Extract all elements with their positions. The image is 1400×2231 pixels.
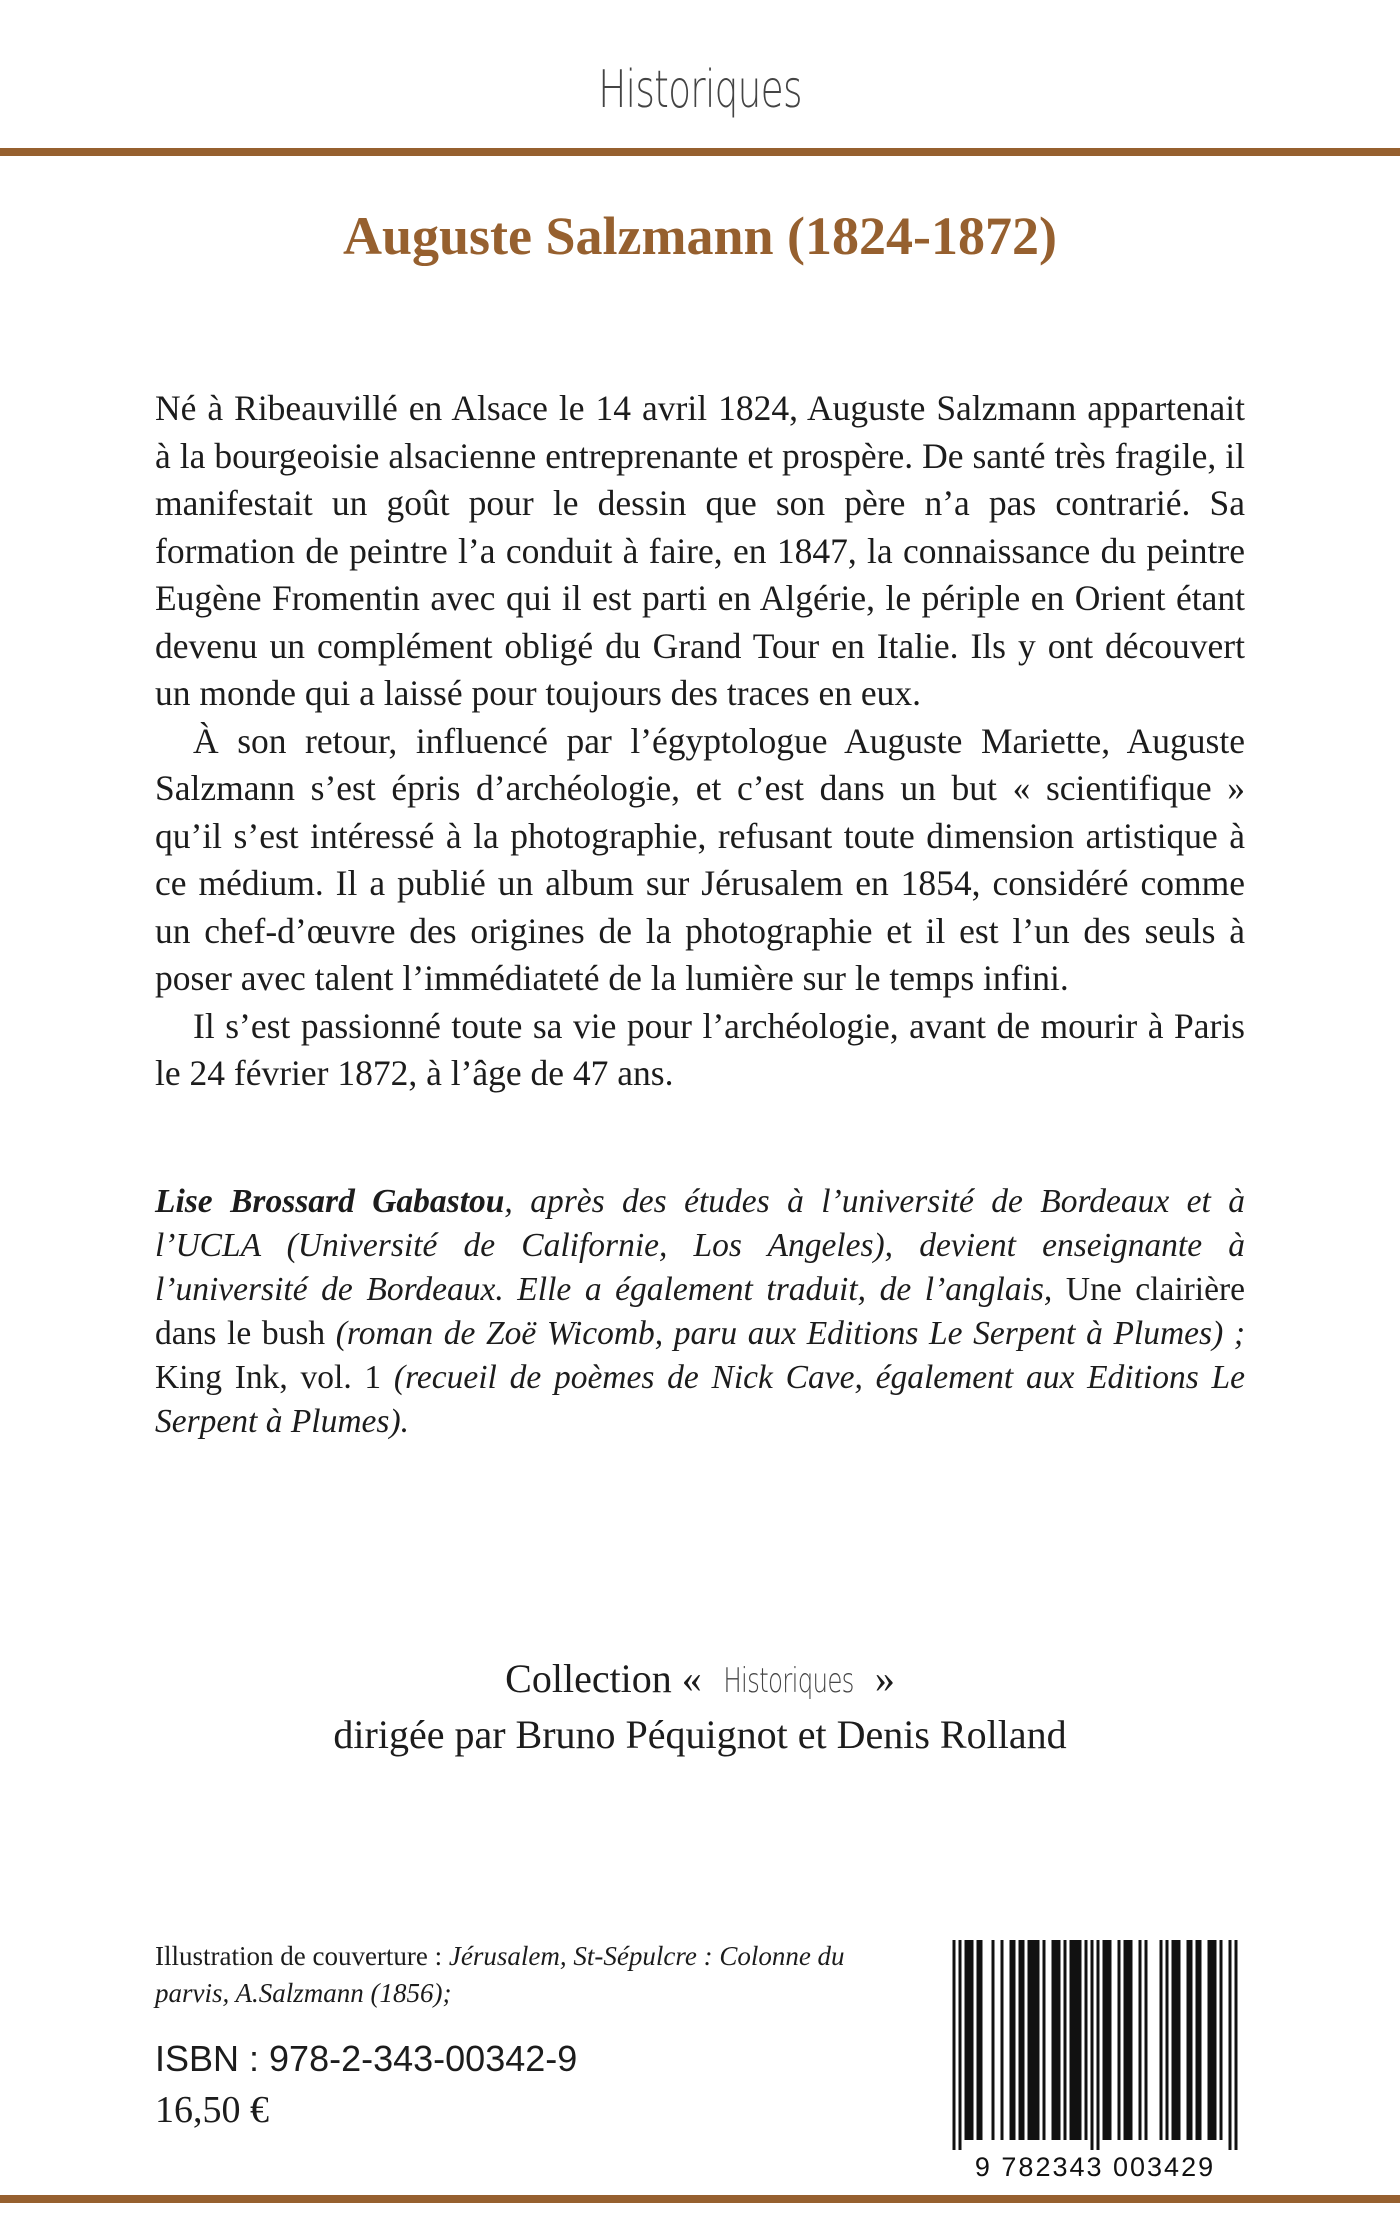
barcode-bar — [1196, 1940, 1199, 2140]
barcode-bar — [1220, 1940, 1223, 2140]
barcode-bar — [1031, 1940, 1034, 2140]
author-text-2: (roman de Zoë Wicomb, paru aux Editions Le Serpent à Plumes) ; — [335, 1315, 1246, 1352]
bottom-divider — [0, 2195, 1400, 2203]
isbn: ISBN : 978-2-343-00342-9 — [155, 2038, 578, 2079]
author-text-3: (recueil de poèmes de Nick Cave, également aux Editions Le Serpent à Plumes). — [155, 1359, 1245, 1440]
barcode-bar — [1103, 1940, 1106, 2140]
barcode-bar — [1064, 1940, 1067, 2140]
barcode-bar — [1097, 1940, 1100, 2150]
barcode-bar — [1034, 1940, 1037, 2140]
barcode-bar — [1091, 1940, 1094, 2150]
collection-directors: dirigée par Bruno Péquignot et Denis Rolland — [333, 1712, 1067, 1757]
barcode-bar — [1124, 1940, 1127, 2140]
barcode-bar — [968, 1940, 971, 2140]
book-title-1: Une clairière dans le bush — [155, 1271, 1245, 1352]
barcode-bar — [1085, 1940, 1088, 2140]
barcode-digits: 9 782343 003429 — [974, 2152, 1216, 2182]
barcode — [940, 1940, 1250, 2185]
barcode-bar — [1229, 1940, 1232, 2150]
barcode-bar — [1235, 1940, 1238, 2150]
series-logo: Historiques — [598, 60, 802, 120]
price: 16,50 € — [155, 2089, 269, 2131]
book-title-2: King Ink, vol. 1 — [155, 1359, 394, 1396]
barcode-bar — [959, 1940, 962, 2150]
barcode-bar — [1022, 1940, 1025, 2140]
collection-series: Historiques — [723, 1661, 854, 1701]
barcode-bar — [1172, 1940, 1175, 2140]
barcode-bar — [992, 1940, 995, 2140]
barcode-bar — [1211, 1940, 1214, 2140]
author-note — [155, 1180, 1245, 1444]
barcode-bar — [1178, 1940, 1181, 2140]
barcode-bar — [1013, 1940, 1016, 2140]
cover-credit-caption: Jérusalem, St-Sépulcre : Colonne du parvis, A.Salzmann (1856); — [155, 1941, 845, 2008]
collection-line — [0, 1652, 1400, 1708]
barcode-bar — [1052, 1940, 1055, 2140]
barcode-bar — [1079, 1940, 1082, 2140]
barcode-bar — [977, 1940, 980, 2140]
barcode-bars — [953, 1940, 1238, 2150]
barcode-bar — [1208, 1940, 1211, 2140]
barcode-bar — [1130, 1940, 1133, 2140]
barcode-bar — [1166, 1940, 1169, 2140]
barcode-bar — [1187, 1940, 1190, 2140]
author-text-1: , après des études à l’université de Bordeaux et à l’UCLA (Université de Californie, Los Angeles), devient enseignante à l’université de Bordeaux. Elle a également traduit, de l’anglais, — [155, 1183, 1245, 1308]
biography-text — [155, 385, 1245, 1098]
barcode-bar — [1214, 1940, 1217, 2140]
barcode-bar — [965, 1940, 968, 2140]
cover-credit-label: Illustration de couverture : — [155, 1941, 443, 1971]
bio-paragraph-1: Né à Ribeauvillé en Alsace le 14 avril 1824, Auguste Salzmann appartenait à la bourgeoisie alsacienne entreprenante et prospère. De santé très fragile, il manifestait un goût pour le dessin que son père n’a pas contrarié. Sa formation de peintre l’a conduit à faire, en 1847, la connaissance du peintre Eugène Fromentin avec qui il est parti en Algérie, le périple en Orient étant devenu un complément obligé du Grand Tour en Italie. Ils y ont découvert un monde qui a laissé pour toujours des traces en eux. — [155, 388, 1245, 713]
book-title: Auguste Salzmann (1824-1872) — [342, 206, 1058, 266]
barcode-bar — [1055, 1940, 1058, 2140]
collection-prefix: Collection « — [505, 1656, 702, 1701]
barcode-bar — [1019, 1940, 1022, 2140]
barcode-bar — [980, 1940, 983, 2140]
barcode-bar — [1070, 1940, 1073, 2140]
barcode-bar — [1076, 1940, 1079, 2140]
barcode-bar — [971, 1940, 974, 2140]
barcode-bar — [1037, 1940, 1040, 2140]
barcode-bar — [1199, 1940, 1202, 2140]
collection-suffix: » — [874, 1656, 895, 1701]
barcode-bar — [1145, 1940, 1148, 2140]
bio-paragraph-2: À son retour, influencé par l’égyptologue Auguste Mariette, Auguste Salzmann s’est épris d’archéologie, et c’est dans un but « scientifique » qu’il s’est intéressé à la photographie, refusant toute dimension artistique à ce médium. Il a publié un album sur Jérusalem en 1854, considéré comme un chef-d’œuvre des origines de la photographie et il est l’un des seuls à poser avec talent l’immédiateté de la lumière sur le temps infini. — [155, 720, 1245, 998]
barcode-bar — [1043, 1940, 1046, 2140]
barcode-bar — [1127, 1940, 1130, 2140]
cover-credit — [155, 1938, 915, 2012]
top-divider — [0, 148, 1400, 156]
barcode-bar — [1109, 1940, 1112, 2140]
barcode-bar — [1190, 1940, 1193, 2140]
barcode-bar — [953, 1940, 956, 2150]
bio-paragraph-3: Il s’est passionné toute sa vie pour l’archéologie, avant de mourir à Paris le 24 février 1872, à l’âge de 47 ans. — [155, 1005, 1245, 1093]
author-name: Lise Brossard Gabastou — [155, 1183, 505, 1220]
barcode-bar — [1175, 1940, 1178, 2140]
barcode-bar — [1139, 1940, 1142, 2140]
barcode-bar — [1073, 1940, 1076, 2140]
barcode-bar — [1058, 1940, 1061, 2140]
barcode-bar — [1118, 1940, 1121, 2140]
barcode-bar — [1001, 1940, 1004, 2140]
barcode-bar — [1028, 1940, 1031, 2140]
collection-info — [0, 1652, 1400, 1762]
barcode-bar — [1160, 1940, 1163, 2140]
barcode-bar — [1106, 1940, 1109, 2140]
barcode-bar — [1010, 1940, 1013, 2140]
